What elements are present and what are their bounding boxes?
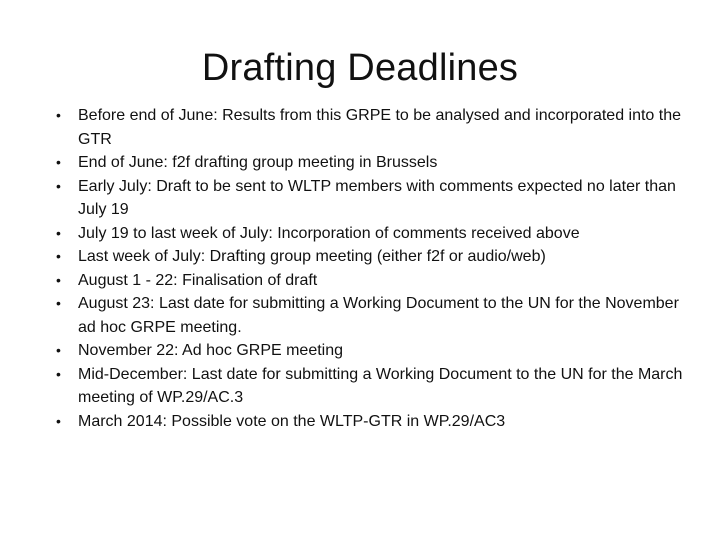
bullet-dot: • bbox=[56, 107, 61, 123]
bullet-dot: • bbox=[56, 412, 61, 429]
bullet-dot: • bbox=[56, 365, 61, 382]
bullet-dot: • bbox=[56, 224, 61, 241]
bullet-text: Mid-December: Last date for submitting a Working Document to the UN for the March meeting of WP.29/AC.3 bbox=[78, 365, 683, 406]
bullet-dot: • bbox=[56, 177, 61, 194]
bullet-item-august-23 bbox=[56, 292, 696, 339]
slide-title: Drafting Deadlines bbox=[201, 47, 519, 89]
bullet-text: November 22: Ad hoc GRPE meeting bbox=[78, 342, 344, 359]
bullet-item-august-1-22 bbox=[56, 269, 696, 293]
bullet-dot: • bbox=[56, 154, 61, 170]
bullet-item-end-of-june bbox=[56, 151, 696, 175]
bullet-item-before-end-of-june bbox=[56, 104, 696, 151]
bullet-dot: • bbox=[56, 271, 61, 288]
bullet-text: Before end of June: Results from this GRPE to be analysed and incorporated into the GTR bbox=[78, 107, 682, 148]
bullet-dot: • bbox=[56, 342, 61, 358]
bullet-text: July 19 to last week of July: Incorporation of comments received above bbox=[78, 224, 580, 242]
bullet-text: Early July: Draft to be sent to WLTP members with comments expected no later than July 19 bbox=[78, 177, 676, 218]
bullet-item-early-july bbox=[56, 175, 696, 222]
bullet-dot: • bbox=[56, 248, 61, 264]
bullet-item-last-week-of-july bbox=[56, 245, 696, 269]
bullet-item-mid-december bbox=[56, 363, 696, 410]
bullet-text: March 2014: Possible vote on the WLTP-GTR in WP.29/AC3 bbox=[78, 412, 506, 430]
bullet-item-november-22 bbox=[56, 339, 696, 363]
bullet-text: August 23: Last date for submitting a Working Document to the UN for the November ad hoc GRPE meeting. bbox=[78, 295, 679, 336]
bullet-text: Last week of July: Drafting group meeting (either f2f or audio/web) bbox=[78, 248, 546, 265]
bullet-item-march-2014 bbox=[56, 410, 696, 434]
bullet-list bbox=[56, 104, 696, 433]
bullet-text: End of June: f2f drafting group meeting in Brussels bbox=[78, 154, 438, 171]
bullet-text: August 1 - 22: Finalisation of draft bbox=[78, 271, 318, 289]
bullet-dot: • bbox=[56, 295, 61, 311]
bullet-item-july-19 bbox=[56, 222, 696, 246]
